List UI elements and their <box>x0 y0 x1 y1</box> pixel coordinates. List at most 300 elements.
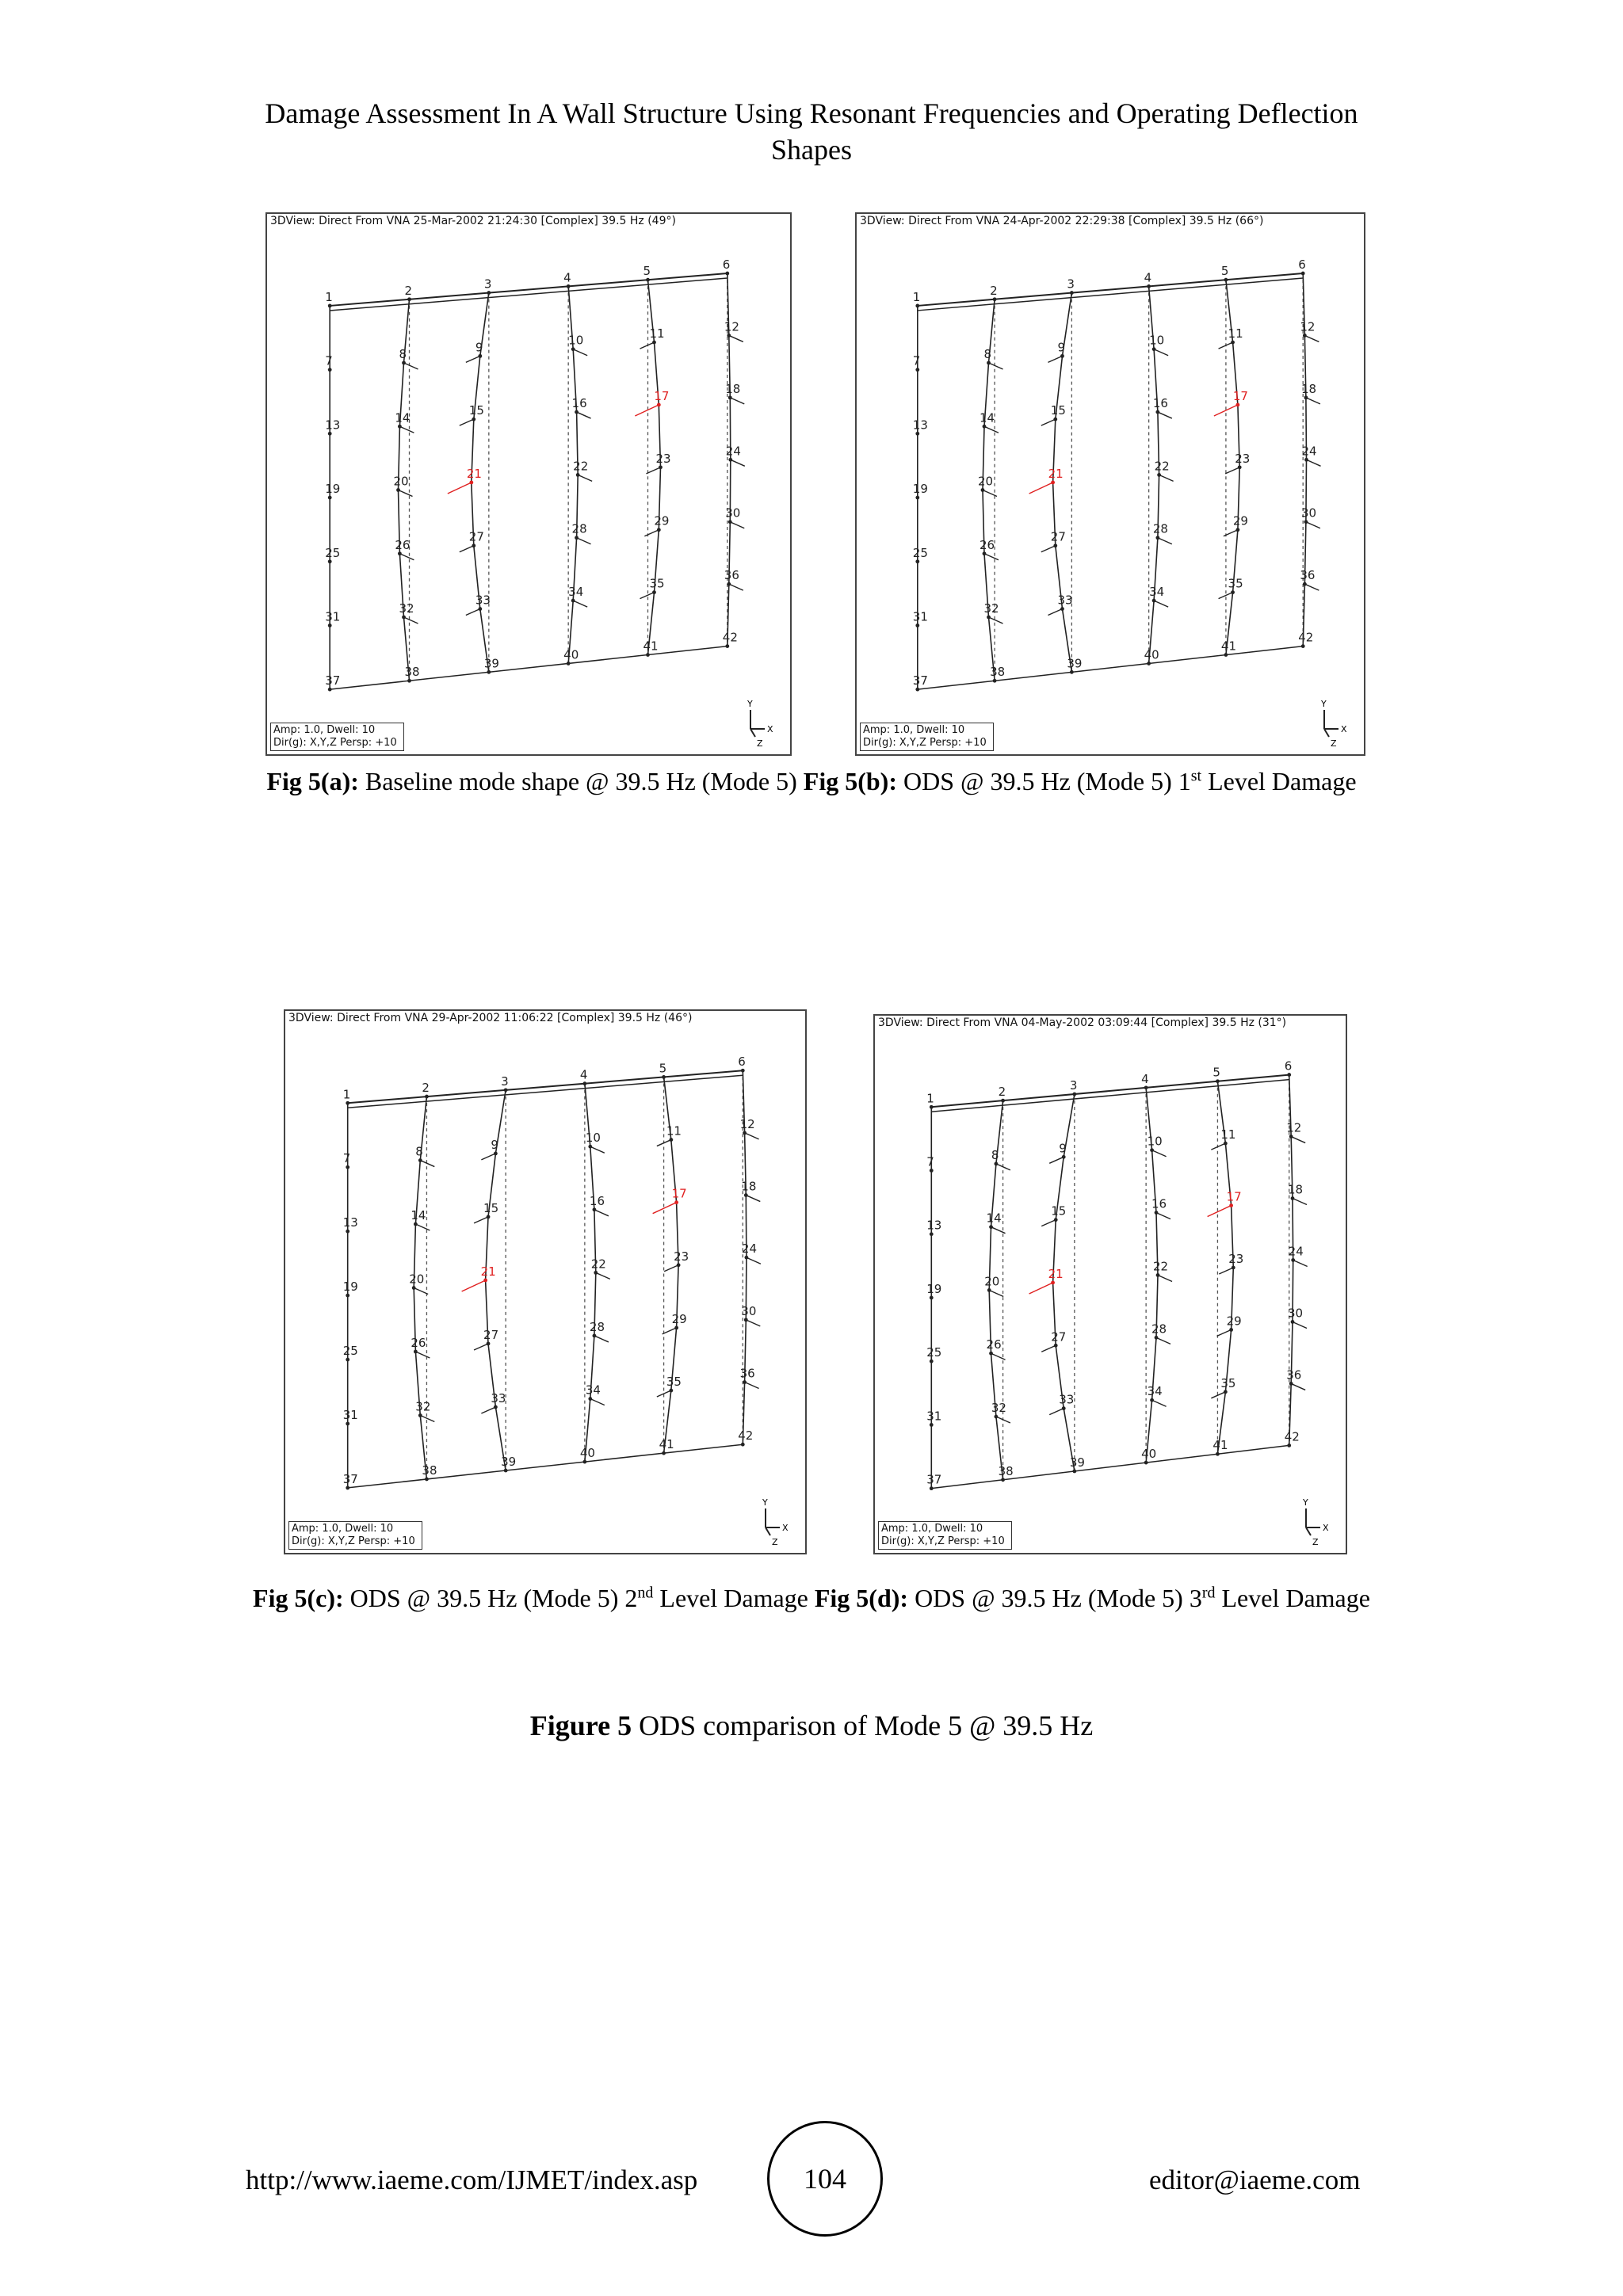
running-header-line2: Shapes <box>771 134 852 166</box>
caption-d-post: Level Damage <box>1215 1584 1370 1612</box>
node-label: 14 <box>411 1208 426 1223</box>
node-arrow <box>1029 1283 1053 1294</box>
node-label: 9 <box>1059 1141 1067 1156</box>
node-arrow <box>1291 1383 1305 1390</box>
node-label: 36 <box>724 568 739 583</box>
node-label: 1 <box>912 289 921 304</box>
node-point <box>504 1469 508 1473</box>
node-arrow <box>404 363 418 369</box>
node-label: 42 <box>1284 1429 1300 1444</box>
caption-c-mid: Level Damage <box>653 1584 815 1612</box>
node-label: 41 <box>1212 1438 1228 1453</box>
node-arrow <box>573 601 587 607</box>
node-label: 5 <box>1220 264 1229 279</box>
node-point <box>725 272 729 276</box>
panel-title: 3DView: Direct From VNA 04-May-2002 03:09:44 [Complex] 39.5 Hz (31°) <box>878 1016 1287 1029</box>
node-arrow <box>1293 1199 1307 1205</box>
node-arrow <box>404 617 418 624</box>
node-arrow <box>466 609 480 616</box>
axis-label-z: Z <box>1312 1537 1319 1547</box>
node-point <box>646 653 650 657</box>
node-label: 36 <box>739 1366 755 1381</box>
node-point <box>741 1443 745 1447</box>
node-label: 4 <box>579 1067 588 1082</box>
node-label: 33 <box>475 593 491 608</box>
node-point <box>1224 278 1228 282</box>
node-arrow <box>1159 475 1174 481</box>
node-label: 35 <box>1220 1375 1236 1390</box>
node-label: 33 <box>1057 593 1073 608</box>
node-label: 15 <box>468 403 484 418</box>
z-axis-arrow <box>766 1527 770 1535</box>
node-label: 14 <box>979 410 995 425</box>
node-point <box>328 368 332 372</box>
node-point <box>930 1296 934 1300</box>
node-arrow <box>1219 1268 1233 1274</box>
node-label: 12 <box>724 319 739 334</box>
node-label: 25 <box>926 1345 942 1360</box>
node-label: 37 <box>926 1472 942 1487</box>
node-point <box>328 688 332 692</box>
node-point <box>328 432 332 436</box>
node-point <box>1287 1073 1291 1077</box>
node-point <box>407 297 411 301</box>
node-arrow <box>653 1203 677 1214</box>
bottom-edge <box>918 646 1303 690</box>
node-arrow <box>594 1210 609 1216</box>
top-edge-inner <box>330 278 727 311</box>
node-label: 31 <box>912 609 928 624</box>
figure-panel-c <box>284 1009 807 1554</box>
node-label: 30 <box>1288 1306 1304 1321</box>
node-label: 3 <box>1069 1077 1078 1093</box>
node-arrow <box>1293 1322 1307 1328</box>
caption-row-1 <box>0 767 1623 796</box>
node-label: 4 <box>1144 270 1152 285</box>
axis-label-z: Z <box>772 1537 778 1547</box>
node-arrow <box>984 426 999 433</box>
node-point <box>567 284 571 288</box>
node-label: 19 <box>926 1281 942 1296</box>
node-label: 30 <box>1300 505 1317 521</box>
node-arrow <box>415 1352 430 1358</box>
node-label: 17 <box>1226 1189 1242 1204</box>
node-arrow <box>730 398 744 404</box>
node-label: 24 <box>1288 1244 1304 1259</box>
node-label: 11 <box>666 1123 682 1138</box>
node-label: 4 <box>563 270 571 285</box>
axis-label-x: X <box>1341 724 1347 734</box>
node-point <box>346 1230 349 1234</box>
node-arrow <box>1049 1157 1064 1163</box>
node-point <box>1301 644 1305 648</box>
node-arrow <box>730 522 744 528</box>
node-arrow <box>1225 467 1239 474</box>
page-number <box>767 2121 883 2237</box>
panel-info-box <box>270 723 404 751</box>
node-label: 16 <box>1151 1196 1167 1211</box>
node-label: 14 <box>395 410 411 425</box>
node-label: 29 <box>654 513 670 528</box>
node-point <box>425 1478 429 1482</box>
node-arrow <box>1041 1220 1056 1226</box>
node-label: 21 <box>466 466 482 481</box>
running-header <box>0 95 1623 168</box>
node-point <box>930 1232 934 1236</box>
footer-email[interactable]: editor@iaeme.com <box>1149 2164 1361 2195</box>
node-point <box>407 679 411 683</box>
node-point <box>741 1069 745 1073</box>
node-point <box>346 1422 349 1426</box>
node-label: 25 <box>912 545 928 560</box>
page-number-text: 104 <box>804 2163 846 2195</box>
node-arrow <box>399 426 414 433</box>
node-label: 36 <box>1300 568 1316 583</box>
figure-title <box>0 1709 1623 1742</box>
node-arrow <box>460 546 474 552</box>
z-axis-arrow <box>1324 729 1329 737</box>
node-label: 19 <box>912 482 928 497</box>
node-label: 40 <box>1144 647 1159 662</box>
node-arrow <box>745 1383 759 1389</box>
caption-b-post: Level Damage <box>1201 767 1357 795</box>
node-label: 32 <box>415 1399 431 1414</box>
panel-info-line2: Dir(g): X,Y,Z Persp: +10 <box>863 737 987 749</box>
node-arrow <box>984 554 999 560</box>
node-arrow <box>729 584 743 590</box>
node-label: 3 <box>483 277 492 292</box>
wall-wireframe <box>913 257 1321 692</box>
node-label: 3 <box>1067 277 1075 292</box>
node-label: 33 <box>1059 1392 1075 1407</box>
node-label: 5 <box>659 1061 667 1076</box>
node-point <box>915 496 919 500</box>
node-arrow <box>1211 1143 1225 1150</box>
node-point <box>1224 653 1228 657</box>
axis-triad <box>1302 1497 1329 1547</box>
node-label: 16 <box>571 396 587 411</box>
caption-a-text: Baseline mode shape @ 39.5 Hz (Mode 5) <box>358 767 804 795</box>
node-arrow <box>746 1196 760 1202</box>
node-label: 42 <box>738 1428 754 1444</box>
node-label: 18 <box>1288 1182 1304 1197</box>
node-arrow <box>1158 1275 1172 1281</box>
node-label: 41 <box>643 639 659 654</box>
node-arrow <box>646 467 660 474</box>
node-label: 27 <box>1051 1329 1067 1344</box>
node-arrow <box>577 412 591 418</box>
node-label: 31 <box>926 1409 942 1424</box>
node-label: 26 <box>411 1336 426 1351</box>
node-point <box>915 559 919 563</box>
node-label: 9 <box>1057 340 1066 355</box>
node-arrow <box>1306 398 1320 404</box>
node-label: 7 <box>325 353 333 368</box>
panel-info-line2: Dir(g): X,Y,Z Persp: +10 <box>881 1535 1005 1547</box>
node-label: 22 <box>1154 459 1170 474</box>
mode-shape-plot <box>285 1011 805 1553</box>
node-label: 25 <box>325 545 341 560</box>
wall-wireframe <box>926 1059 1307 1490</box>
wall-wireframe <box>325 257 745 692</box>
node-point <box>993 679 997 683</box>
node-label: 32 <box>983 601 999 616</box>
node-label: 41 <box>1220 639 1237 654</box>
node-arrow <box>1304 335 1319 341</box>
node-label: 26 <box>986 1337 1002 1352</box>
panel-info-box <box>878 1521 1012 1550</box>
node-point <box>930 1423 934 1427</box>
node-label: 32 <box>399 601 414 616</box>
node-label: 39 <box>1069 1455 1085 1470</box>
node-point <box>582 1460 586 1464</box>
node-label: 2 <box>990 283 998 298</box>
node-label: 34 <box>568 585 584 600</box>
node-label: 38 <box>990 665 1006 680</box>
top-edge <box>931 1075 1289 1108</box>
node-label: 32 <box>991 1401 1006 1416</box>
node-arrow <box>1048 609 1062 616</box>
node-label: 40 <box>579 1446 595 1461</box>
figure-panel-a <box>265 212 792 756</box>
figure-panel-d <box>873 1014 1347 1554</box>
node-point <box>930 1105 934 1109</box>
node-arrow <box>474 1217 488 1223</box>
node-point <box>915 304 919 308</box>
node-label: 17 <box>671 1186 687 1201</box>
node-label: 8 <box>399 347 407 362</box>
node-arrow <box>1154 349 1168 356</box>
axis-triad <box>747 699 773 749</box>
node-label: 14 <box>986 1211 1002 1226</box>
node-label: 23 <box>1228 1251 1244 1266</box>
node-label: 28 <box>1152 521 1168 536</box>
node-point <box>1229 1203 1233 1207</box>
node-arrow <box>596 1272 610 1279</box>
caption-d-text: ODS @ 39.5 Hz (Mode 5) 3 <box>908 1584 1202 1612</box>
node-label: 12 <box>1286 1120 1302 1135</box>
node-label: 40 <box>563 647 579 662</box>
caption-c-text: ODS @ 39.5 Hz (Mode 5) 2 <box>343 1584 638 1612</box>
node-arrow <box>481 1154 495 1160</box>
node-label: 4 <box>1141 1071 1149 1086</box>
top-edge <box>348 1067 743 1103</box>
node-label: 16 <box>589 1193 605 1208</box>
node-arrow <box>1152 1150 1167 1157</box>
node-label: 24 <box>1301 444 1317 459</box>
node-label: 38 <box>422 1463 437 1478</box>
node-label: 39 <box>483 656 499 671</box>
node-label: 27 <box>483 1327 499 1342</box>
node-arrow <box>1041 1345 1056 1352</box>
axis-label-z: Z <box>1331 738 1337 749</box>
node-label: 28 <box>589 1319 605 1334</box>
panel-info-box <box>860 723 994 751</box>
node-point <box>930 1360 934 1363</box>
node-point <box>483 1279 487 1283</box>
node-point <box>1147 662 1151 666</box>
node-arrow <box>1158 412 1172 418</box>
node-label: 10 <box>1149 333 1165 348</box>
node-point <box>915 432 919 436</box>
node-label: 6 <box>1298 257 1306 273</box>
node-label: 35 <box>649 576 665 591</box>
footer-url[interactable]: http://www.iaeme.com/IJMET/index.asp <box>246 2164 698 2195</box>
node-arrow <box>420 1415 434 1421</box>
node-label: 42 <box>1298 630 1314 645</box>
node-arrow <box>1291 1137 1305 1143</box>
node-point <box>425 1095 429 1099</box>
node-point <box>504 1088 508 1092</box>
caption-b-text: ODS @ 39.5 Hz (Mode 5) 1 <box>896 767 1191 795</box>
node-label: 23 <box>1235 451 1251 466</box>
node-label: 30 <box>741 1303 757 1318</box>
node-point <box>346 1101 349 1105</box>
axis-label-z: Z <box>757 738 763 749</box>
mode-shape-plot <box>267 214 790 754</box>
top-edge-inner <box>931 1077 1289 1112</box>
node-label: 27 <box>1050 529 1066 544</box>
node-point <box>1070 670 1074 674</box>
bottom-edge <box>330 646 727 690</box>
node-arrow <box>635 405 659 416</box>
node-point <box>674 1200 678 1204</box>
axis-label-x: X <box>1323 1523 1329 1533</box>
node-point <box>328 559 332 563</box>
caption-a-label: Fig 5(a): <box>266 767 359 795</box>
node-point <box>328 496 332 500</box>
caption-b-sup: st <box>1190 767 1202 785</box>
node-label: 24 <box>725 444 741 459</box>
node-label: 7 <box>912 353 921 368</box>
panel-info-line1: Amp: 1.0, Dwell: 10 <box>863 724 965 736</box>
node-point <box>487 291 491 295</box>
node-arrow <box>1306 522 1320 528</box>
node-label: 2 <box>998 1085 1006 1100</box>
caption-d-sup: rd <box>1201 1584 1216 1602</box>
node-label: 8 <box>983 347 992 362</box>
axis-triad <box>1320 699 1347 749</box>
node-point <box>1301 272 1305 276</box>
node-label: 20 <box>409 1272 425 1287</box>
node-label: 42 <box>722 630 738 645</box>
node-arrow <box>747 1257 761 1264</box>
node-arrow <box>1048 356 1062 362</box>
node-point <box>930 1169 934 1173</box>
node-label: 12 <box>1300 319 1316 334</box>
caption-d-label: Fig 5(d): <box>814 1584 909 1612</box>
panel-info-line1: Amp: 1.0, Dwell: 10 <box>292 1523 394 1535</box>
node-arrow <box>1307 460 1321 466</box>
panel-info-box <box>288 1521 422 1550</box>
node-arrow <box>745 1133 759 1139</box>
node-point <box>346 1358 349 1362</box>
node-label: 31 <box>325 609 341 624</box>
node-arrow <box>640 342 654 349</box>
node-point <box>328 624 332 627</box>
node-arrow <box>590 1146 605 1153</box>
node-label: 8 <box>991 1147 999 1162</box>
node-arrow <box>573 349 587 356</box>
top-edge-inner <box>918 278 1303 311</box>
node-label: 13 <box>912 418 928 433</box>
node-point <box>1216 1452 1220 1456</box>
node-label: 11 <box>1220 1127 1236 1142</box>
running-header-line1: Damage Assessment In A Wall Structure Using Resonant Frequencies and Operating Deflection <box>265 97 1358 129</box>
node-label: 22 <box>590 1257 606 1272</box>
panel-info-line1: Amp: 1.0, Dwell: 10 <box>273 724 376 736</box>
node-label: 36 <box>1286 1367 1302 1383</box>
node-point <box>662 1075 666 1079</box>
caption-b-label: Fig 5(b): <box>803 767 897 795</box>
node-label: 5 <box>643 264 651 279</box>
node-arrow <box>399 554 414 560</box>
node-point <box>567 662 571 666</box>
node-point <box>1072 1470 1076 1474</box>
node-point <box>657 403 661 407</box>
node-label: 26 <box>395 537 411 552</box>
bottom-edge <box>348 1444 743 1488</box>
axis-label-y: Y <box>1321 699 1327 709</box>
node-label: 13 <box>342 1215 358 1230</box>
node-point <box>1070 291 1074 295</box>
node-arrow <box>578 475 592 481</box>
node-label: 15 <box>1050 403 1066 418</box>
node-label: 26 <box>979 537 995 552</box>
node-label: 39 <box>501 1455 517 1470</box>
node-arrow <box>1041 546 1056 552</box>
top-edge-inner <box>348 1075 743 1108</box>
node-label: 40 <box>1141 1447 1157 1462</box>
node-point <box>930 1486 934 1490</box>
node-label: 17 <box>1232 388 1248 403</box>
node-label: 25 <box>342 1344 358 1359</box>
panel-info-line1: Amp: 1.0, Dwell: 10 <box>881 1523 983 1535</box>
panel-title: 3DView: Direct From VNA 25-Mar-2002 21:24:30 [Complex] 39.5 Hz (49°) <box>270 215 676 227</box>
node-arrow <box>1049 1409 1064 1415</box>
node-label: 35 <box>666 1375 682 1390</box>
node-label: 34 <box>1149 585 1165 600</box>
node-label: 27 <box>468 529 484 544</box>
node-label: 28 <box>571 521 587 536</box>
node-label: 17 <box>654 388 670 403</box>
node-arrow <box>1217 1329 1232 1336</box>
node-point <box>1144 1085 1148 1089</box>
node-arrow <box>644 530 659 536</box>
node-label: 11 <box>1228 326 1243 341</box>
node-label: 33 <box>491 1391 506 1406</box>
node-label: 30 <box>725 505 741 521</box>
node-label: 6 <box>1284 1058 1293 1074</box>
axis-label-y: Y <box>762 1497 768 1508</box>
node-label: 38 <box>998 1463 1014 1478</box>
node-arrow <box>1156 1213 1170 1219</box>
node-point <box>1144 1461 1148 1465</box>
node-label: 8 <box>415 1144 423 1159</box>
node-label: 3 <box>501 1074 509 1089</box>
node-point <box>346 1165 349 1169</box>
node-arrow <box>420 1161 434 1167</box>
node-label: 10 <box>585 1131 601 1146</box>
node-label: 1 <box>325 289 333 304</box>
panel-title: 3DView: Direct From VNA 24-Apr-2002 22:29:38 [Complex] 39.5 Hz (66°) <box>860 215 1264 227</box>
node-arrow <box>1041 419 1056 425</box>
node-label: 2 <box>404 283 413 298</box>
node-point <box>487 670 491 674</box>
node-label: 13 <box>926 1218 942 1233</box>
node-label: 18 <box>1300 381 1317 396</box>
node-label: 7 <box>342 1151 351 1166</box>
